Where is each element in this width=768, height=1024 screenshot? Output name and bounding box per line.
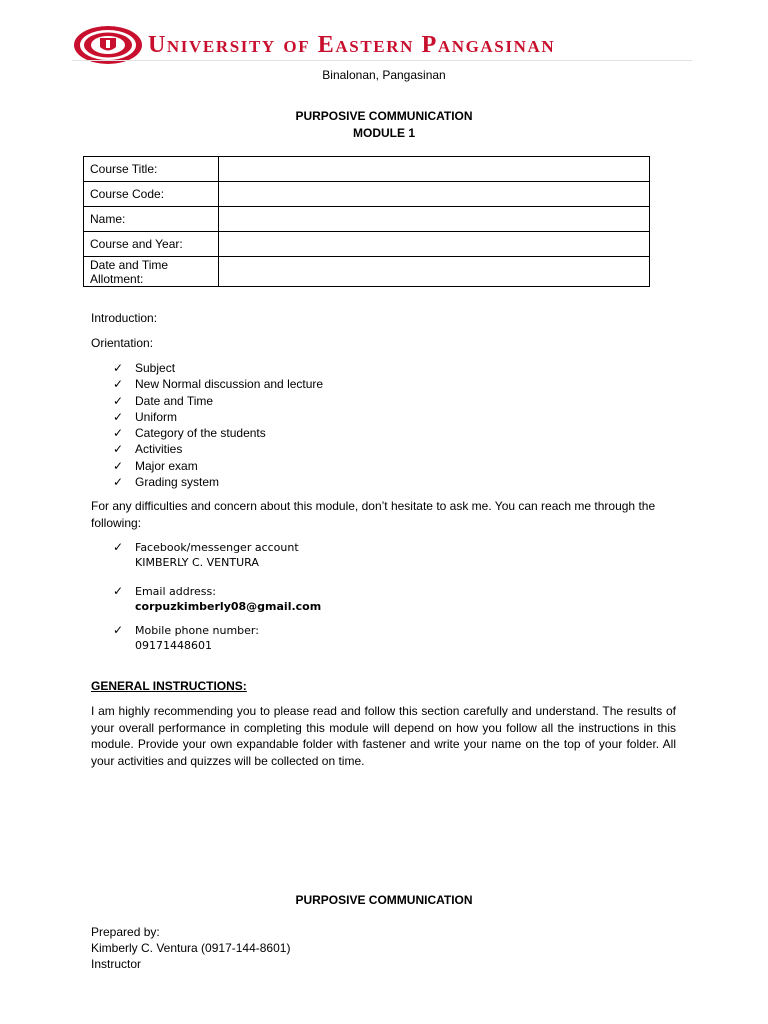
contact-label: Mobile phone number:: [135, 624, 259, 637]
contact-email: [113, 584, 321, 623]
prepared-by-label: Prepared by:: [91, 925, 160, 939]
general-instructions-body: I am highly recommending you to please read and follow this section carefully and understand. The results of your overall performance in completing this module will depend on how you follow all the instructions in this module. Provide your own expandable folder with fastener and write your name on the top of your folder. All your activities and quizzes will be collected on time.: [91, 704, 676, 768]
name-label: Name:: [84, 207, 219, 232]
list-item: [113, 393, 323, 409]
table-row: [84, 182, 650, 207]
list-item: [113, 376, 323, 392]
checkmark-icon: ✓: [113, 426, 124, 441]
contact-label: Facebook/messenger account: [135, 541, 299, 554]
preparer-name: Kimberly C. Ventura (0917-144-8601): [91, 941, 291, 955]
course-code-field[interactable]: [219, 182, 650, 207]
date-time-allotment-field[interactable]: [219, 257, 650, 287]
checkmark-icon: ✓: [113, 475, 124, 490]
checkmark-icon: ✓: [113, 442, 124, 457]
list-item: [113, 409, 323, 425]
course-year-label: Course and Year:: [84, 232, 219, 257]
checkmark-icon: ✓: [113, 361, 124, 375]
contact-phone: [113, 623, 321, 653]
header-divider: [72, 60, 692, 61]
university-location: Binalonan, Pangasinan: [322, 68, 446, 82]
table-row: [84, 157, 650, 182]
checkmark-icon: ✓: [113, 377, 124, 392]
list-item-text: Subject: [135, 361, 176, 375]
list-item-text: New Normal discussion and lecture: [135, 377, 324, 392]
email-address-value[interactable]: corpuzkimberly08@gmail.com: [135, 600, 322, 613]
checkmark-icon: ✓: [113, 458, 124, 473]
contact-label: Email address:: [135, 585, 216, 598]
list-item: [113, 474, 323, 490]
date-time-allotment-label: Date and Time Allotment:: [84, 257, 219, 287]
course-code-label: Course Code:: [84, 182, 219, 207]
table-row: [84, 232, 650, 257]
list-item: [113, 360, 323, 376]
course-title-field[interactable]: [219, 157, 650, 182]
list-item: [113, 441, 323, 457]
list-item-text: Category of the students: [135, 426, 266, 441]
checkmark-icon: ✓: [113, 540, 124, 554]
facebook-account-value[interactable]: KIMBERLY C. VENTURA: [135, 556, 259, 569]
orientation-label: Orientation:: [91, 336, 154, 350]
list-item-text: Major exam: [135, 458, 198, 473]
contact-list: [113, 540, 321, 653]
list-item-text: Grading system: [135, 475, 220, 490]
course-year-field[interactable]: [219, 232, 650, 257]
orientation-checklist: [113, 360, 323, 490]
list-item: [113, 425, 323, 441]
name-field[interactable]: [219, 207, 650, 232]
checkmark-icon: ✓: [113, 409, 124, 424]
contact-facebook: [113, 540, 321, 584]
course-title-label: Course Title:: [84, 157, 219, 182]
list-item-text: Uniform: [135, 409, 178, 424]
general-instructions-heading: GENERAL INSTRUCTIONS:: [91, 679, 247, 693]
table-row: [84, 207, 650, 232]
checkmark-icon: ✓: [113, 584, 124, 598]
checkmark-icon: ✓: [113, 393, 124, 408]
module-title: PURPOSIVE COMMUNICATION: [295, 109, 473, 123]
introduction-label: Introduction:: [91, 311, 158, 325]
list-item: [113, 458, 323, 474]
preparer-role: Instructor: [91, 957, 142, 971]
course-info-table: [83, 156, 650, 287]
contact-intro-text: For any difficulties and concern about this module, don’t hesitate to ask me. You can reach me through the following:: [91, 499, 656, 530]
list-item-text: Date and Time: [135, 393, 214, 408]
prepared-by-block: [91, 924, 290, 972]
list-item-text: Activities: [135, 442, 183, 457]
module-subtitle: MODULE 1: [352, 126, 415, 140]
table-row: [84, 257, 650, 287]
checkmark-icon: ✓: [113, 623, 124, 637]
footer-title: PURPOSIVE COMMUNICATION: [295, 893, 473, 907]
phone-number-value[interactable]: 09171448601: [135, 639, 212, 652]
university-name: University of Eastern Pangasinan: [148, 32, 556, 58]
